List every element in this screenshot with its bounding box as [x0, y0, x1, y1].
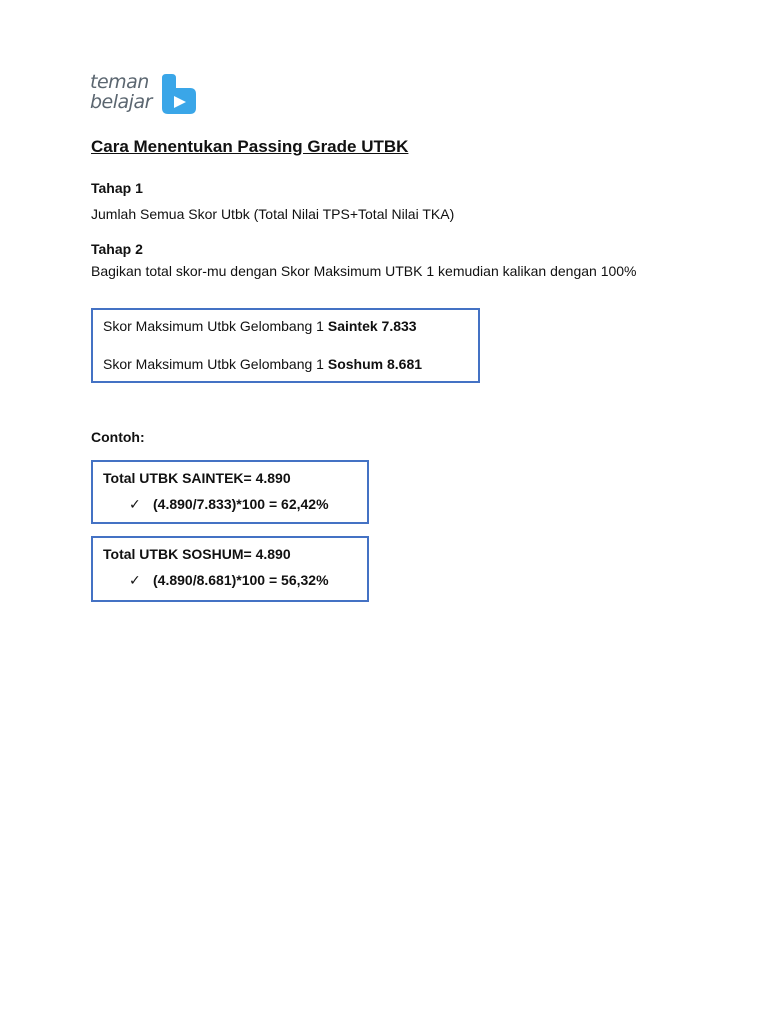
max-score-saintek: [103, 318, 417, 334]
max-score-saintek-label: Skor Maksimum Utbk Gelombang 1: [103, 318, 328, 334]
max-score-soshum-value: Soshum 8.681: [327, 356, 423, 372]
tahap-1-text: Jumlah Semua Skor Utbk (Total Nilai TPS+Total Nilai TKA): [91, 206, 455, 222]
max-score-box: [91, 308, 480, 383]
example-soshum-calc-row: [129, 572, 329, 589]
teman-belajar-logo: [90, 70, 200, 118]
tahap-1-heading: Tahap 1: [91, 180, 143, 196]
max-score-soshum-label: Skor Maksimum Utbk Gelombang 1: [103, 356, 328, 372]
example-soshum-calc: (4.890/8.681)*100 = 56,32%: [153, 572, 329, 588]
logo-text-belajar: belajar: [90, 91, 152, 113]
max-score-soshum: [103, 356, 422, 372]
check-icon: ✓: [129, 496, 141, 512]
logo-text-teman: teman: [90, 71, 149, 93]
check-icon: ✓: [129, 572, 141, 588]
example-saintek-box: [91, 460, 369, 524]
example-saintek-total: Total UTBK SAINTEK= 4.890: [103, 470, 291, 486]
example-saintek-calc: (4.890/7.833)*100 = 62,42%: [153, 496, 329, 512]
tahap-2-text: Bagikan total skor-mu dengan Skor Maksimum UTBK 1 kemudian kalikan dengan 100%: [91, 263, 637, 279]
example-soshum-total: Total UTBK SOSHUM= 4.890: [103, 546, 291, 562]
tahap-2-heading: Tahap 2: [91, 241, 143, 257]
page-title: Cara Menentukan Passing Grade UTBK: [91, 137, 409, 156]
max-score-saintek-value: Saintek 7.833: [327, 318, 417, 334]
contoh-heading: Contoh:: [91, 429, 145, 445]
example-saintek-calc-row: [129, 496, 329, 513]
example-soshum-box: [91, 536, 369, 602]
logo-play-mark-icon: [160, 74, 198, 114]
